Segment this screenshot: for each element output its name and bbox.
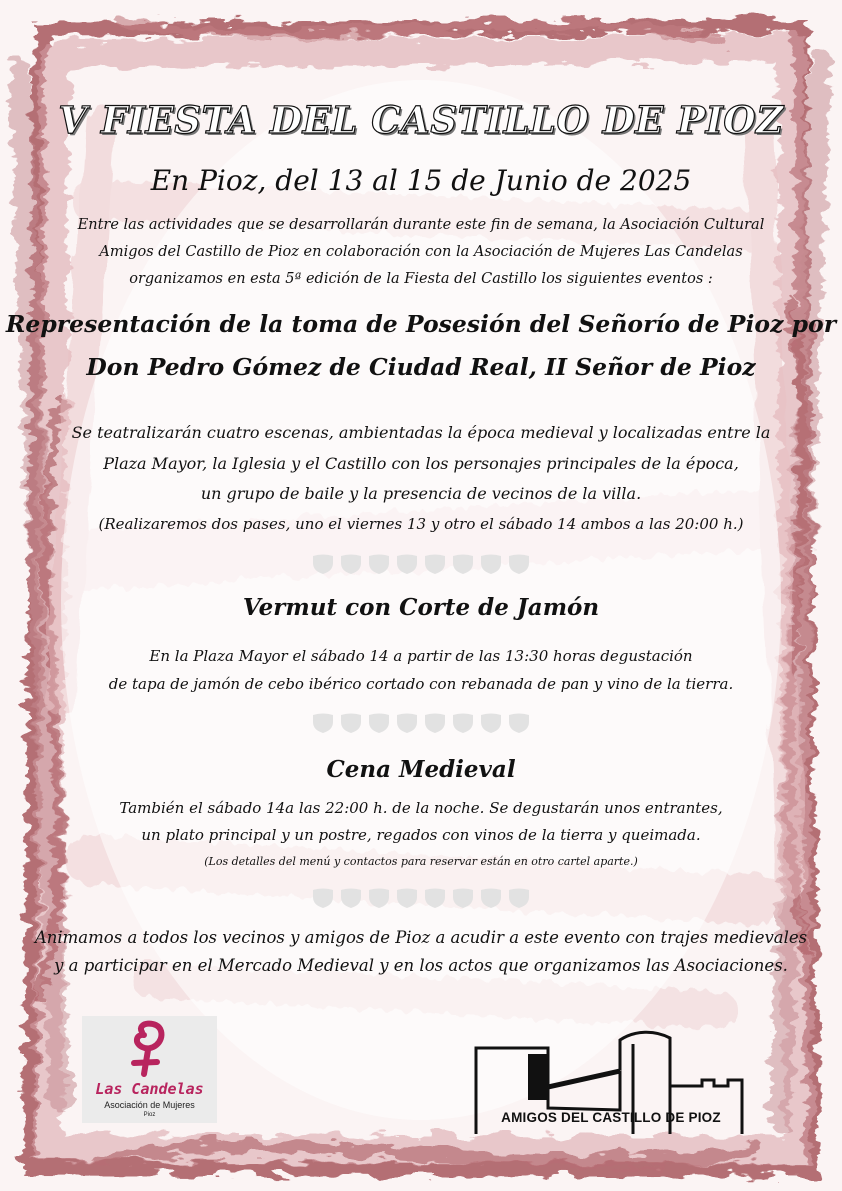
shield-icon bbox=[423, 554, 447, 575]
castillo-label: AMIGOS DEL CASTILLO DE PIOZ bbox=[501, 1110, 721, 1125]
candelas-name: Las Candelas bbox=[95, 1080, 204, 1098]
shield-icon bbox=[367, 888, 391, 909]
shield-icon bbox=[451, 713, 475, 734]
shield-icon bbox=[451, 888, 475, 909]
shield-icon bbox=[507, 713, 531, 734]
las-candelas-logo bbox=[82, 1016, 217, 1123]
shield-divider bbox=[0, 554, 842, 575]
event3-body-line: un plato principal y un postre, regados con vinos de la tierra y queimada. bbox=[141, 826, 701, 844]
intro-line: Amigos del Castillo de Pioz en colaboración con la Asociación de Mujeres Las Candelas bbox=[99, 244, 743, 260]
shield-divider bbox=[0, 713, 842, 734]
event1-body-line: Plaza Mayor, la Iglesia y el Castillo con los personajes principales de la época, bbox=[103, 454, 739, 473]
shield-icon bbox=[395, 888, 419, 909]
intro-line: Entre las actividades que se desarrollarán durante este fin de semana, la Asociación Cultural bbox=[77, 217, 765, 233]
shield-icon bbox=[479, 713, 503, 734]
shield-icon bbox=[367, 713, 391, 734]
shield-icon bbox=[423, 888, 447, 909]
event1-heading: Representación de la toma de Posesión del Señorío de Pioz por bbox=[5, 310, 837, 338]
candelas-subtitle: Asociación de Mujeres bbox=[104, 1100, 195, 1110]
shield-icon bbox=[311, 554, 335, 575]
shield-icon bbox=[395, 554, 419, 575]
shield-icon bbox=[311, 713, 335, 734]
shield-divider bbox=[0, 888, 842, 909]
event3-note: (Los detalles del menú y contactos para reservar están en otro cartel aparte.) bbox=[204, 855, 638, 868]
closing-line: Animamos a todos los vecinos y amigos de Pioz a acudir a este evento con trajes medievales bbox=[34, 928, 808, 947]
shield-icon bbox=[339, 713, 363, 734]
shield-icon bbox=[367, 554, 391, 575]
shield-icon bbox=[507, 888, 531, 909]
poster-subtitle: En Pioz, del 13 al 15 de Junio de 2025 bbox=[150, 164, 692, 197]
candelas-town: Pioz bbox=[143, 1112, 156, 1118]
shield-icon bbox=[339, 888, 363, 909]
female-symbol-icon bbox=[82, 1016, 217, 1082]
event1-body-line: Se teatralizarán cuatro escenas, ambientadas la época medieval y localizadas entre la bbox=[71, 423, 771, 442]
shield-icon bbox=[507, 554, 531, 575]
shield-icon bbox=[479, 554, 503, 575]
event3-body-line: También el sábado 14a las 22:00 h. de la noche. Se degustarán unos entrantes, bbox=[119, 799, 723, 817]
shield-icon bbox=[395, 713, 419, 734]
event2-heading: Vermut con Corte de Jamón bbox=[242, 594, 600, 621]
poster-title: V FIESTA DEL CASTILLO DE PIOZ bbox=[58, 98, 784, 142]
shield-icon bbox=[339, 554, 363, 575]
event2-body-line: de tapa de jamón de cebo ibérico cortado con rebanada de pan y vino de la tierra. bbox=[108, 675, 734, 693]
shield-icon bbox=[451, 554, 475, 575]
shield-icon bbox=[311, 888, 335, 909]
event1-heading: Don Pedro Gómez de Ciudad Real, II Señor de Pioz bbox=[86, 353, 756, 381]
shield-icon bbox=[479, 888, 503, 909]
intro-line: organizamos en esta 5ª edición de la Fiesta del Castillo los siguientes eventos : bbox=[129, 271, 713, 287]
shield-icon bbox=[423, 713, 447, 734]
event1-body-line: un grupo de baile y la presencia de vecinos de la villa. bbox=[200, 484, 642, 503]
event2-body-line: En la Plaza Mayor el sábado 14 a partir de las 13:30 horas degustación bbox=[149, 647, 693, 665]
closing-line: y a participar en el Mercado Medieval y en los actos que organizamos las Asociaciones. bbox=[54, 956, 788, 975]
event1-note: (Realizaremos dos pases, uno el viernes 13 y otro el sábado 14 ambos a las 20:00 h.) bbox=[98, 515, 744, 533]
event3-heading: Cena Medieval bbox=[326, 756, 516, 783]
